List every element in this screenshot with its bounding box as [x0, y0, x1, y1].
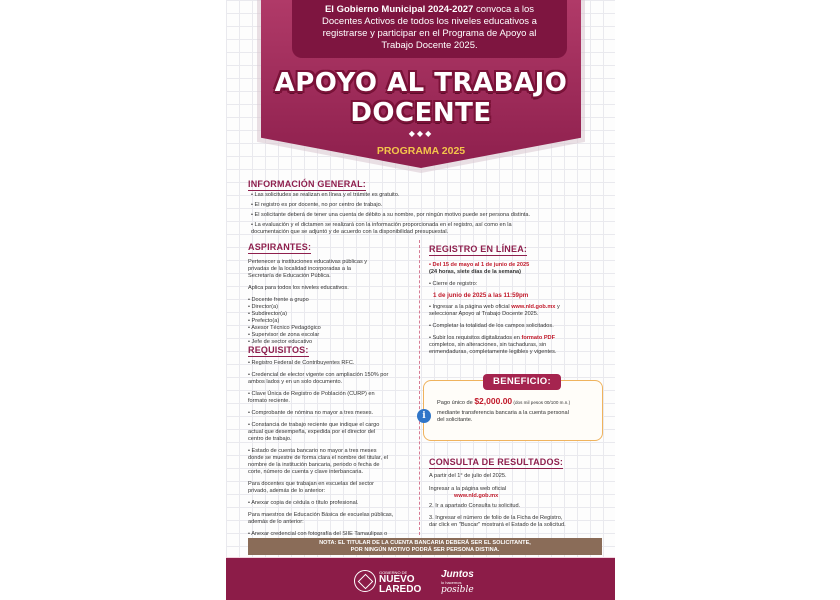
registro-dates: • Del 15 de mayo al 1 de junio de 2025 [429, 262, 530, 268]
consulta-block [429, 473, 604, 529]
juntos-logo: Juntos lo hacemos posible [441, 569, 474, 595]
aspirantes-title: ASPIRANTES: [248, 242, 312, 252]
general-list [251, 192, 591, 236]
aspirantes-intro: privadas de la localidad incorporadas a la [248, 266, 351, 272]
registro-enter: • Ingresar a la página web oficial www.nld.gob.mx y [429, 304, 560, 310]
consulta-url-link[interactable]: www.nld.gob.mx [454, 493, 499, 499]
requisito-item: • Clave Única de Registro de Población (CURP) en formato reciente. [248, 391, 375, 404]
requisito-note: Para maestros de Educación Básica de escuelas públicas, además de lo anterior: [248, 512, 394, 525]
title-line2: DOCENTE [350, 98, 492, 128]
title-line1: APOYO AL TRABAJO [274, 68, 568, 98]
general-title: INFORMACIÓN GENERAL: [248, 179, 366, 189]
requisito-item: • Anexar credencial con fotografía del SIIE Tamaulipas o [248, 531, 388, 537]
consulta-enter: Ingresar a la página web oficial [429, 486, 507, 492]
registro-upload-line2: completos, sin alteraciones, sin tachaduras, sin [429, 342, 547, 348]
intro-line2: Docentes Activos de todos los niveles educativos a [322, 16, 537, 27]
aspirantes-item: • Subdirector(a) [248, 311, 287, 317]
benefit-title: BENEFICIO: [483, 374, 561, 390]
requisitos-block [248, 360, 418, 545]
main-title [261, 68, 581, 128]
consulta-step3: 3. Ingresar el número de folio de la Ficha de Registro, [429, 515, 563, 521]
intro-bold: El Gobierno Municipal 2024-2027 [324, 4, 474, 15]
requisito-item: • Registro Federal de Contribuyentes RFC. [248, 360, 355, 366]
registro-title: REGISTRO EN LÍNEA: [429, 244, 528, 254]
aspirantes-applies: Aplica para todos los niveles educativos. [248, 285, 349, 291]
gov-logo: GOBIERNO DE NUEVO LAREDO [379, 570, 422, 595]
diamond-ornament-icon: ◆◆◆ [408, 129, 434, 138]
registro-upload: • Subir los requisitos digitalizados en formato PDF [429, 335, 556, 341]
requisito-item: • Anexar copia de cédula o título profesional. [248, 500, 359, 506]
consulta-from: A partir del 1° de julio del 2025. [429, 473, 507, 479]
aspirantes-intro: Secretaría de Educación Pública. [248, 273, 331, 279]
aspirantes-block [248, 259, 413, 346]
registro-close-label: • Cierre de registro: [429, 281, 478, 287]
info-icon: i [417, 409, 431, 423]
requisito-item: • Constancia de trabajo reciente que indique el cargo actual que desempeña, expedida por el director del centro de trabajo. [248, 422, 380, 442]
aspirantes-item: • Jefe de sector educativo [248, 339, 313, 345]
program-label: PROGRAMA 2025 [376, 145, 466, 157]
general-item: • Las solicitudes se realizan en línea y el trámite es gratuito. [251, 192, 400, 198]
intro-line3: registrarse y participar en el Programa de Apoyo al [322, 28, 537, 39]
requisito-note: Para docentes que trabajan en escuelas del sector privado, además de lo anterior: [248, 481, 374, 494]
benefit-amount: $2,000.00 [474, 396, 513, 406]
intro-rest: convoca a los [473, 4, 535, 15]
aspirantes-item: • Director(a) [248, 304, 278, 310]
aspirantes-item: • Supervisor de zona escolar [248, 332, 320, 338]
general-item: • El registro es por docente, no por centro de trabajo. [251, 202, 383, 208]
benefit-text: Pago único de $2,000.00 (dos mil pesos 00/100 m.n.) mediante transferencia bancaria a la cuenta personal del solicitante. [437, 396, 571, 423]
consulta-step3-line2: dar click en "Buscar" mostrará el Estado de la solicitud. [429, 522, 566, 528]
column-divider [419, 240, 420, 535]
requisito-item: • Comprobante de nómina no mayor a tres meses. [248, 410, 374, 416]
registro-block [429, 262, 604, 356]
requisito-item: • Estado de cuenta bancario no mayor a tres meses donde se muestre de forma clara el nombre del titular, el nombre de la institución bancaria, periodo o fecha de corte, número de cuenta y clave interbancaria. [248, 448, 388, 475]
general-item: documentación que se adjuntó y de acuerdo con la disponibilidad presupuestal. [251, 229, 449, 235]
registro-complete: • Completar la totalidad de los campos solicitados. [429, 323, 554, 329]
note-banner: NOTA: EL TITULAR DE LA CUENTA BANCARIA DEBERÁ SER EL SOLICITANTE, POR NINGÚN MOTIVO PODRÁ SER PERSONA DISTINA. [248, 538, 602, 555]
poster [226, 0, 615, 600]
intro-box [292, 0, 567, 58]
general-item: • El solicitante deberá de tener una cuenta de débito a su nombre, por ningún motivo puede ser persona distinta. [251, 212, 531, 218]
registro-url-link[interactable]: www.nld.gob.mx [511, 304, 556, 310]
aspirantes-item: • Docente frente a grupo [248, 297, 309, 303]
consulta-step2: 2. Ir a apartado Consulta tu solicitud. [429, 503, 521, 509]
municipal-seal-icon [354, 570, 376, 592]
registro-close-date: 1 de junio de 2025 a las 11:59pm [433, 292, 529, 299]
registro-hours: (24 horas, siete días de la semana) [429, 269, 522, 275]
intro-line4: Trabajo Docente 2025. [381, 40, 478, 51]
requisito-item: • Credencial de elector vigente con ampliación 150% por ambos lados y en un solo documento. [248, 372, 389, 385]
aspirantes-item: • Asesor Técnico Pedagógico [248, 325, 321, 331]
aspirantes-item: • Prefecto(a) [248, 318, 280, 324]
general-item: • La evaluación y el dictamen se realizará con la información proporcionada en el registro, así como en la [251, 222, 512, 228]
requisitos-title: REQUISITOS: [248, 345, 309, 355]
consulta-title: CONSULTA DE RESULTADOS: [429, 457, 564, 467]
registro-upload-line3: enmendaduras, completamente legibles y vigentes. [429, 349, 557, 355]
aspirantes-intro: Pertenecer a instituciones educativas públicas y [248, 259, 368, 265]
registro-enter-line2: seleccionar Apoyo al Trabajo Docente 2025. [429, 311, 539, 317]
